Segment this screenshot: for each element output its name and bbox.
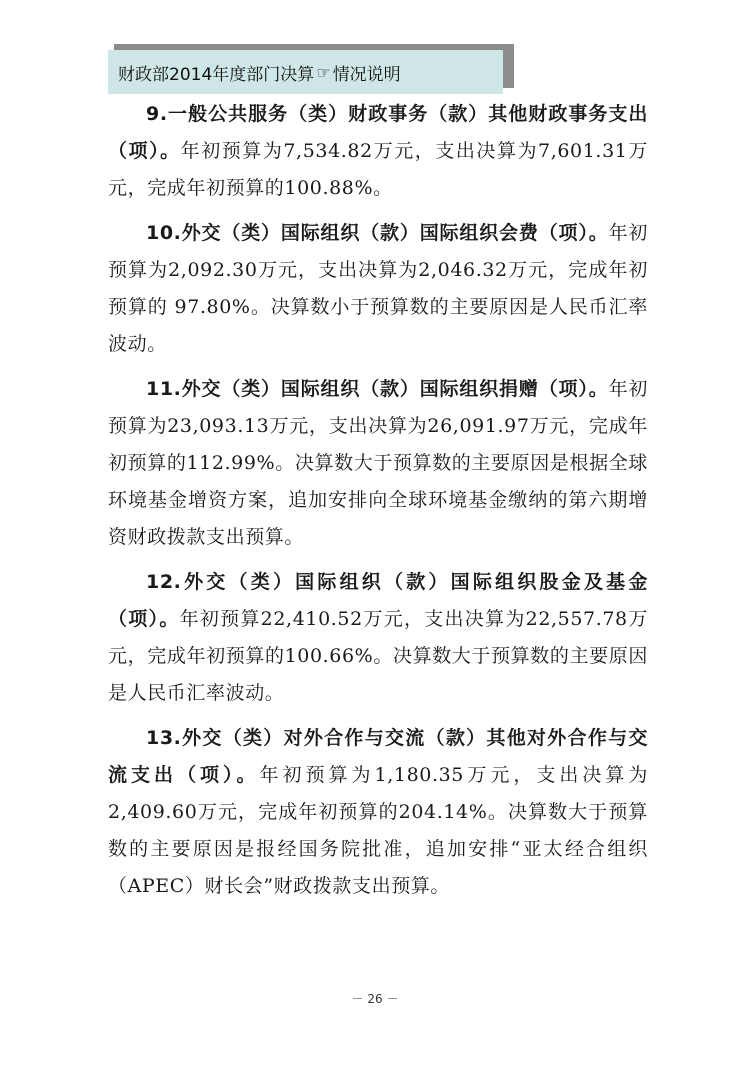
document-body xyxy=(108,96,648,913)
pointing-hand-icon: ☞ xyxy=(316,62,331,82)
paragraph-heading: 9.一般公共服务（类）财政事务（款）其他财政事务支出（项）。 xyxy=(108,103,648,162)
paragraph-text: 年初预算22,410.52万元，支出决算为22,557.78万元，完成年初预算的100.66%。决算数大于预算数的主要原因是人民币汇率波动。 xyxy=(108,608,648,704)
paragraph-12 xyxy=(108,564,648,712)
paragraph-10 xyxy=(108,215,648,363)
paragraph-heading: 10.外交（类）国际组织（款）国际组织会费（项）。 xyxy=(146,222,609,244)
running-header xyxy=(108,50,503,94)
paragraph-heading: 13.外交（类）对外合作与交流（款）其他对外合作与交流支出（项）。 xyxy=(108,727,648,786)
header-title-prefix: 财政部2014年度部门决算 xyxy=(118,64,315,85)
paragraph-text: 年初预算为7,534.82万元，支出决算为7,601.31万元，完成年初预算的100.88%。 xyxy=(108,140,648,199)
paragraph-text: 年初预算为1,180.35万元，支出决算为2,409.60万元，完成年初预算的204.14%。决算数大于预算数的主要原因是报经国务院批准，追加安排“亚太经合组织（APEC）财长会”财政拨款支出预算。 xyxy=(108,764,648,897)
paragraph-heading: 12.外交（类）国际组织（款）国际组织股金及基金（项）。 xyxy=(108,571,648,630)
paragraph-text: 年初预算为2,092.30万元，支出决算为2,046.32万元，完成年初预算的 97.80%。决算数小于预算数的主要原因是人民币汇率波动。 xyxy=(108,222,648,355)
paragraph-11 xyxy=(108,371,648,556)
paragraph-13 xyxy=(108,720,648,905)
header-title-suffix: 情况说明 xyxy=(332,64,401,85)
paragraph-heading: 11.外交（类）国际组织（款）国际组织捐赠（项）。 xyxy=(146,378,609,400)
paragraph-text: 年初预算为23,093.13万元，支出决算为26,091.97万元，完成年初预算的112.99%。决算数大于预算数的主要原因是根据全球环境基金增资方案，追加安排向全球环境基金缴纳的第六期增资财政拨款支出预算。 xyxy=(108,378,648,548)
paragraph-9 xyxy=(108,96,648,207)
page-number: － 26 － xyxy=(351,992,399,1006)
